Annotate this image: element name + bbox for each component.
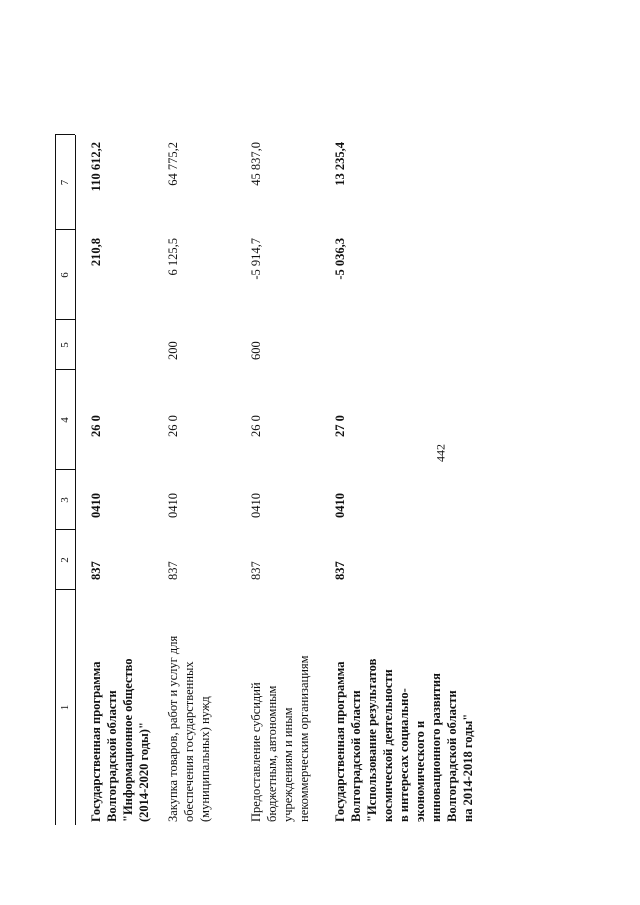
cell-amount-7: 13 235,4	[333, 142, 347, 186]
cell-amount-6: 6 125,5	[166, 238, 180, 276]
cell-code-5: 200	[166, 341, 180, 360]
name-line: Волгоградской области	[349, 690, 363, 822]
column-header-3: 3	[59, 497, 71, 503]
name-line: Предоставление субсидий	[249, 682, 263, 822]
page-number: 442	[433, 444, 448, 462]
cell-code-2: 837	[89, 561, 103, 580]
name-line: инновационного развития	[429, 673, 443, 822]
cell-amount-6: -5 914,7	[249, 238, 263, 280]
column-header-4: 4	[59, 417, 71, 423]
name-line: экономического и	[413, 720, 427, 822]
cell-code-3: 0410	[166, 493, 180, 518]
cell-code-4: 26 0	[166, 415, 180, 437]
column-header-2: 2	[59, 557, 71, 563]
cell-amount-7: 64 775,2	[166, 142, 180, 186]
cell-code-2: 837	[166, 561, 180, 580]
name-line: в интересах социально-	[397, 688, 411, 822]
table-row-subsidy-name	[248, 655, 312, 822]
name-line: учреждениям и иным	[281, 707, 295, 822]
name-line: Закупка товаров, работ и услуг для	[166, 635, 180, 822]
name-line: космической деятельности	[381, 669, 395, 822]
cell-code-5: 600	[249, 341, 263, 360]
name-line: бюджетным, автономным	[265, 685, 279, 822]
table-row-program-name	[88, 658, 152, 822]
name-line: Волгоградской области	[105, 690, 119, 822]
cell-code-4: 26 0	[249, 415, 263, 437]
name-line: (муниципальных) нужд	[198, 696, 212, 822]
table-row-purchase-name	[165, 636, 213, 822]
cell-amount-6: 210,8	[89, 238, 103, 267]
header-bottom-rule	[75, 135, 76, 825]
name-line: Государственная программа	[333, 661, 347, 822]
cell-code-2: 837	[333, 561, 347, 580]
name-line: Государственная программа	[89, 661, 103, 822]
cell-code-4: 26 0	[89, 415, 103, 437]
cell-amount-7: 110 612,2	[89, 142, 103, 192]
cell-code-3: 0410	[333, 493, 347, 518]
name-line: (2014-2020 годы)"	[137, 722, 151, 822]
column-header-7: 7	[59, 179, 71, 186]
name-line: "Информационное общество	[121, 658, 135, 822]
name-line: "Использование результатов	[365, 658, 379, 822]
column-header-5: 5	[59, 342, 71, 348]
name-line: обеспечения государственных	[182, 661, 196, 822]
name-line: Волгоградской области	[445, 690, 459, 822]
cell-code-3: 0410	[249, 493, 263, 518]
name-line: некоммерческим организациям	[297, 655, 311, 822]
column-header-6: 6	[59, 272, 71, 278]
cell-code-4: 27 0	[333, 415, 347, 437]
table-row-space-program-name	[332, 659, 476, 822]
cell-code-3: 0410	[89, 493, 103, 518]
cell-amount-6: -5 036,3	[333, 238, 347, 280]
name-line: на 2014-2018 годы"	[461, 713, 475, 822]
cell-code-2: 837	[249, 561, 263, 580]
column-header-1: 1	[59, 704, 71, 711]
cell-amount-7: 45 837,0	[249, 142, 263, 186]
